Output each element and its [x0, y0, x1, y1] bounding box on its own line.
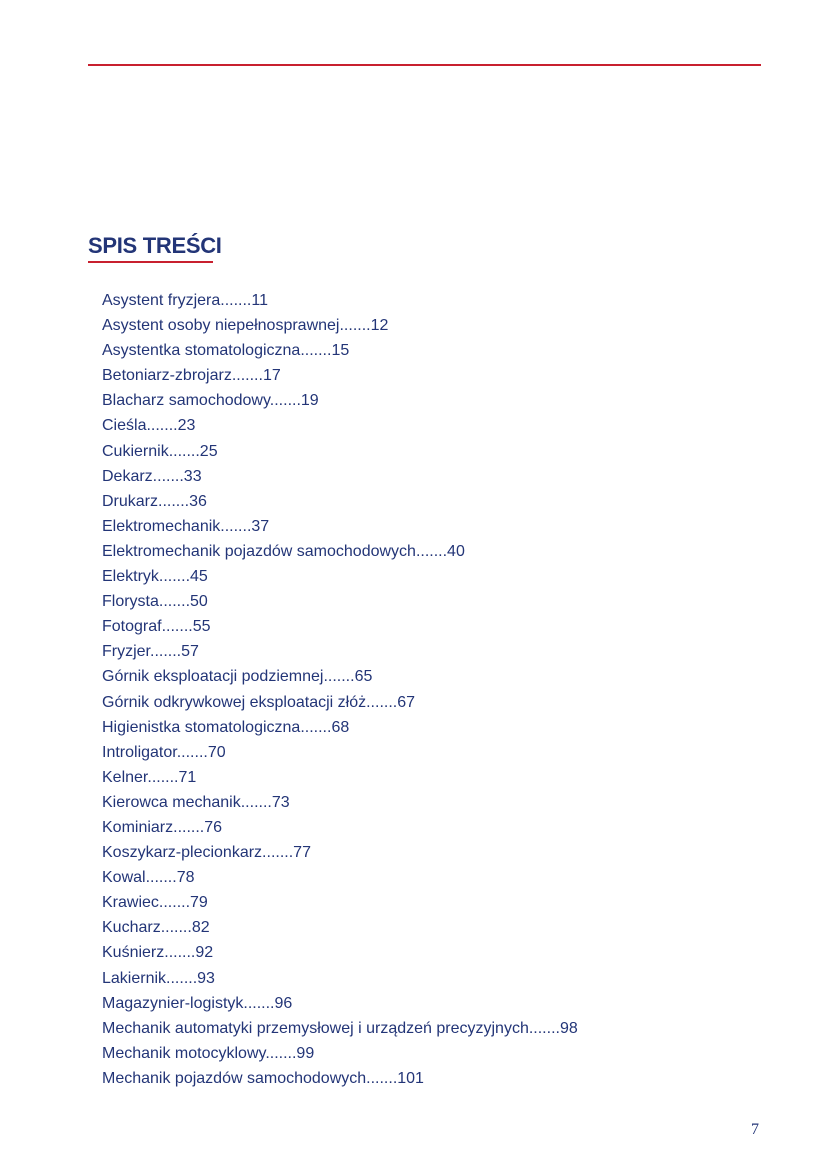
toc-entry[interactable]: Cukiernik.......25 [102, 442, 218, 460]
toc-entry[interactable]: Asystent fryzjera.......11 [102, 292, 268, 309]
toc-entry[interactable]: Elektromechanik.......37 [102, 517, 270, 535]
toc-entry[interactable]: Magazynier-logistyk.......96 [102, 994, 293, 1012]
toc-entry[interactable]: Dekarz.......33 [102, 467, 202, 485]
toc-entry[interactable]: Koszykarz-plecionkarz.......77 [102, 844, 311, 862]
toc-entry[interactable]: Drukarz.......36 [102, 492, 207, 510]
toc-entry[interactable]: Elektryk.......45 [102, 568, 208, 586]
toc-entry[interactable]: Lakiernik.......93 [102, 969, 215, 987]
toc-entry[interactable]: Kucharz.......82 [102, 919, 210, 937]
toc-list [102, 288, 578, 1091]
toc-entry[interactable]: Asystent osoby niepełnosprawnej.......12 [102, 317, 389, 335]
toc-entry[interactable]: Mechanik motocyklowy.......99 [102, 1044, 315, 1062]
toc-entry[interactable]: Kuśnierz.......92 [102, 944, 214, 962]
toc-entry[interactable]: Cieśla.......23 [102, 417, 196, 435]
toc-entry[interactable]: Mechanik pojazdów samochodowych.......101 [102, 1069, 424, 1087]
toc-entry[interactable]: Kowal.......78 [102, 869, 195, 887]
toc-entry[interactable]: Fryzjer.......57 [102, 643, 199, 661]
toc-entry[interactable]: Krawiec.......79 [102, 894, 208, 912]
toc-entry[interactable]: Asystentka stomatologiczna.......15 [102, 342, 350, 360]
toc-entry[interactable]: Mechanik automatyki przemysłowej i urządzeń precyzyjnych.......98 [102, 1019, 578, 1037]
toc-entry[interactable]: Kierowca mechanik.......73 [102, 793, 290, 811]
top-rule [88, 64, 761, 66]
toc-entry[interactable]: Blacharz samochodowy.......19 [102, 392, 319, 410]
toc-entry[interactable]: Kominiarz.......76 [102, 818, 223, 836]
toc-entry[interactable]: Elektromechanik pojazdów samochodowych.......40 [102, 542, 465, 560]
toc-heading: SPIS TREŚCI [88, 233, 222, 258]
toc-entry[interactable]: Górnik odkrywkowej eksploatacji złóż.......67 [102, 693, 416, 711]
page-number: 7 [751, 1121, 759, 1138]
toc-entry[interactable]: Florysta.......50 [102, 593, 208, 611]
toc-entry[interactable]: Higienistka stomatologiczna.......68 [102, 718, 350, 736]
toc-entry[interactable]: Betoniarz-zbrojarz.......17 [102, 367, 281, 385]
heading-underline [88, 261, 213, 263]
toc-entry[interactable]: Fotograf.......55 [102, 618, 211, 636]
toc-entry[interactable]: Kelner.......71 [102, 768, 197, 786]
toc-entry[interactable]: Górnik eksploatacji podziemnej.......65 [102, 668, 373, 686]
toc-entry[interactable]: Introligator.......70 [102, 743, 226, 761]
